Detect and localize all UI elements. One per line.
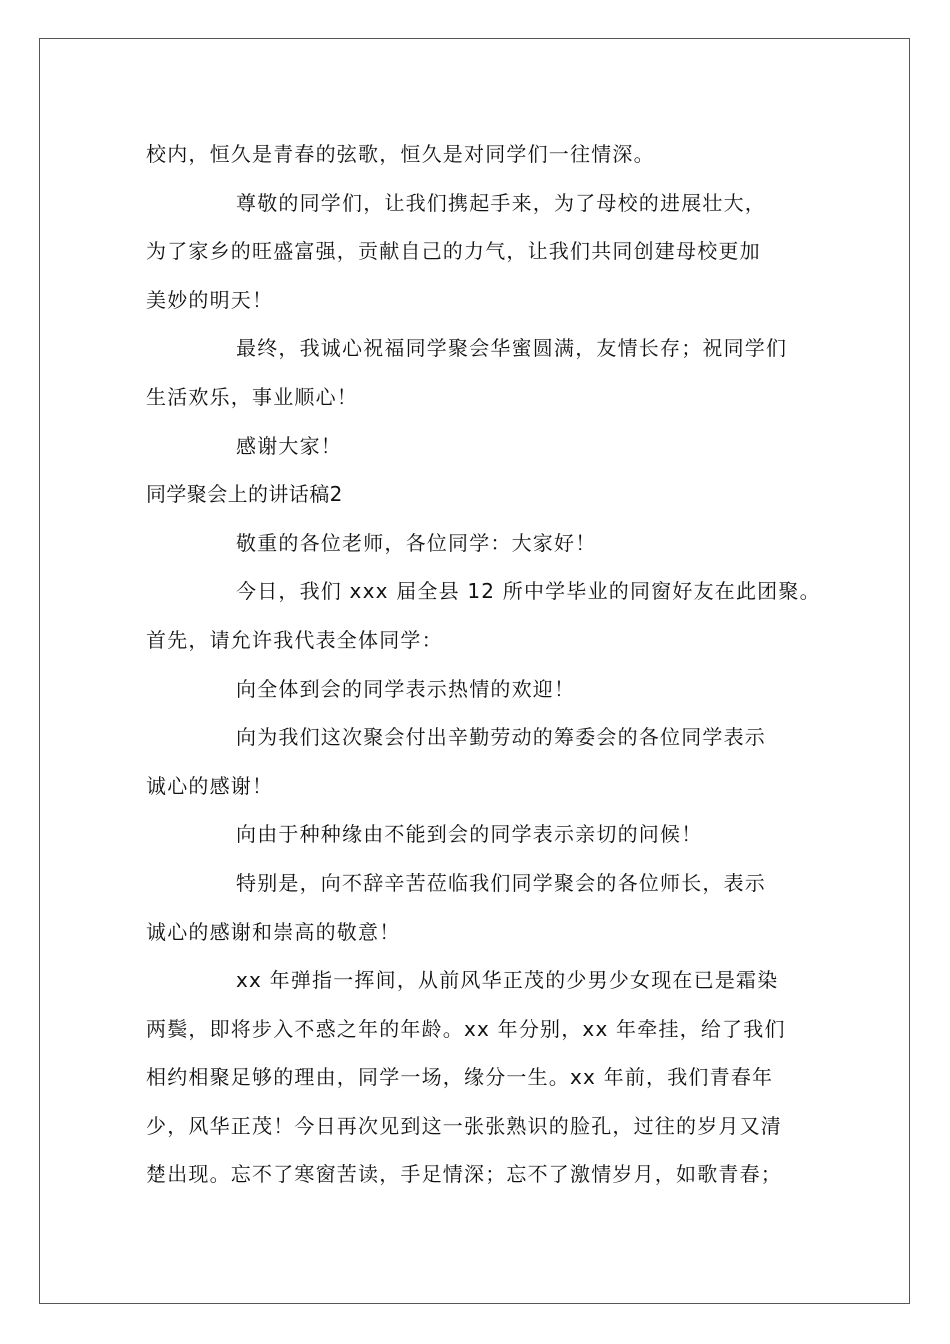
text-line: 向为我们这次聚会付出辛勤劳动的筹委会的各位同学表示 bbox=[236, 725, 766, 750]
text-line: 最终，我诚心祝福同学聚会华蜜圆满，友情长存；祝同学们 bbox=[236, 336, 788, 361]
text-line: 两鬓，即将步入不惑之年的年龄。xx 年分别，xx 年牵挂，给了我们 bbox=[146, 1016, 786, 1041]
text-line: 诚心的感谢！ bbox=[146, 773, 274, 798]
text-line: 相约相聚足够的理由，同学一场，缘分一生。xx 年前，我们青春年 bbox=[146, 1065, 774, 1090]
text-line: 诚心的感谢和崇高的敬意！ bbox=[146, 919, 401, 944]
text-line: 少，风华正茂！今日再次见到这一张张熟识的脸孔，过往的岁月又清 bbox=[146, 1113, 782, 1138]
text-line: 敬重的各位老师，各位同学：大家好！ bbox=[236, 530, 597, 555]
document-body bbox=[146, 130, 826, 1199]
text-line: 首先，请允许我代表全体同学： bbox=[146, 627, 443, 652]
text-line: xx 年弹指一挥间，从前风华正茂的少男少女现在已是霜染 bbox=[236, 968, 779, 993]
text-line: 向由于种种缘由不能到会的同学表示亲切的问候！ bbox=[236, 822, 703, 847]
text-line: 向全体到会的同学表示热情的欢迎！ bbox=[236, 676, 576, 701]
text-line: 美妙的明天！ bbox=[146, 287, 274, 312]
text-line: 校内，恒久是青春的弦歌，恒久是对同学们一往情深。 bbox=[146, 142, 655, 166]
text-line: 感谢大家！ bbox=[236, 433, 342, 458]
text-line: 生活欢乐，事业顺心！ bbox=[146, 384, 358, 409]
section-title: 同学聚会上的讲话稿2 bbox=[146, 482, 343, 507]
text-line: 楚出现。忘不了寒窗苦读，手足情深；忘不了激情岁月，如歌青春； bbox=[146, 1162, 782, 1187]
text-line: 今日，我们 xxx 届全县 12 所中学毕业的同窗好友在此团聚。 bbox=[236, 579, 821, 604]
text-line: 为了家乡的旺盛富强，贡献自己的力气，让我们共同创建母校更加 bbox=[146, 239, 761, 264]
text-line: 尊敬的同学们，让我们携起手来，为了母校的进展壮大， bbox=[236, 190, 766, 215]
text-line: 特别是，向不辞辛苦莅临我们同学聚会的各位师长，表示 bbox=[236, 870, 766, 895]
